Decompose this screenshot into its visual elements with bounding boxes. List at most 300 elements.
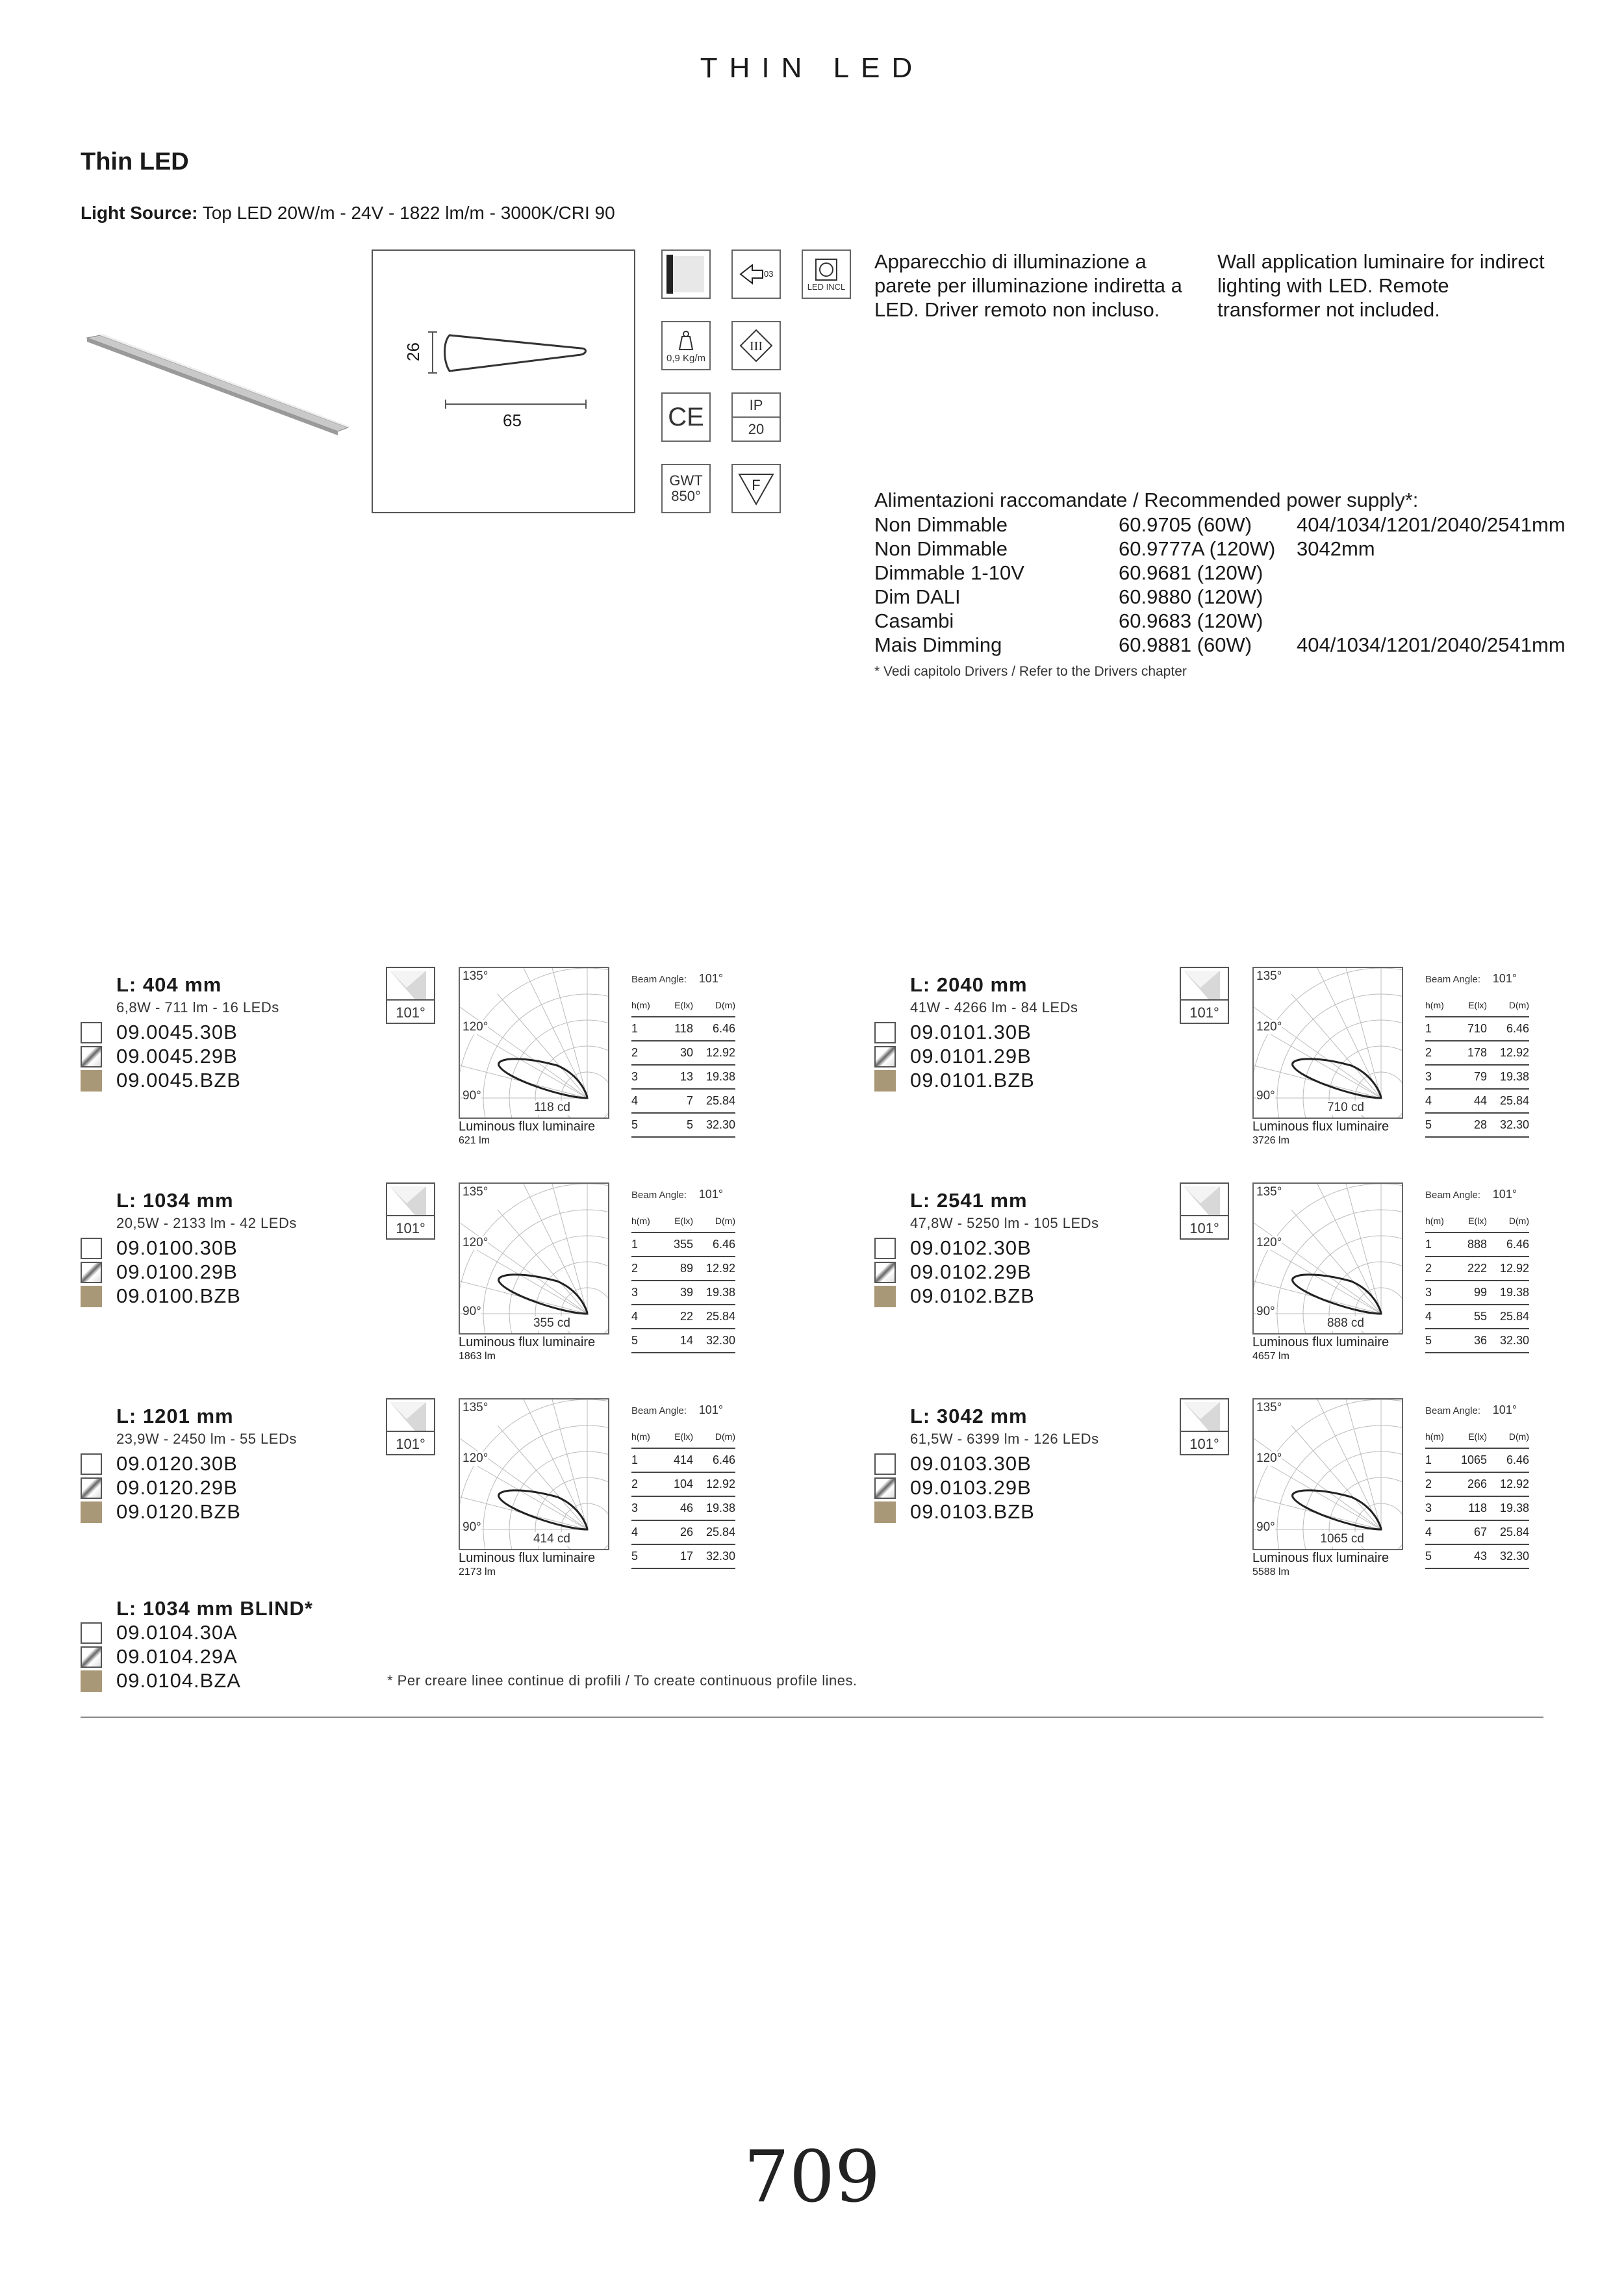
illuminance-table xyxy=(1425,1425,1529,1569)
chrome-swatch xyxy=(874,1477,896,1499)
polar-candela: 1065 cd xyxy=(1320,1532,1364,1546)
power-code: 60.9705 (60W) xyxy=(1119,513,1252,536)
code-text: 09.0103.30B xyxy=(910,1452,1032,1475)
illuminance-cell: 39 xyxy=(657,1281,693,1305)
flux-label: Luminous flux luminaire xyxy=(459,1119,596,1134)
illuminance-row xyxy=(631,1017,735,1041)
illuminance-cell: 55 xyxy=(1451,1305,1487,1329)
illuminance-cell: 67 xyxy=(1451,1520,1487,1544)
bronze-swatch xyxy=(81,1286,102,1307)
illuminance-cell: 43 xyxy=(1451,1544,1487,1568)
illuminance-cell: 4 xyxy=(631,1520,657,1544)
illuminance-cell: 1 xyxy=(631,1017,657,1041)
illuminance-cell: 12.92 xyxy=(693,1041,735,1065)
illuminance-cell: 222 xyxy=(1451,1257,1487,1281)
code-bronze xyxy=(81,1668,340,1693)
illuminance-header-cell: D(m) xyxy=(693,1425,735,1448)
illuminance-cell: 5 xyxy=(631,1329,657,1353)
illuminance-cell: 26 xyxy=(657,1520,693,1544)
polar-label-120: 120° xyxy=(1256,1236,1282,1249)
illuminance-header-cell: D(m) xyxy=(1487,994,1529,1017)
beam-angle-label: Beam Angle: xyxy=(631,1405,687,1416)
polar-grid xyxy=(1254,1184,1402,1333)
weight-icon xyxy=(661,321,711,370)
power-row xyxy=(874,537,1566,561)
code-text: 09.0102.BZB xyxy=(910,1284,1035,1307)
polar-label-90: 90° xyxy=(463,1520,481,1534)
illuminance-row xyxy=(631,1472,735,1496)
illuminance-cell: 1 xyxy=(631,1448,657,1472)
code-text: 09.0102.29B xyxy=(910,1260,1032,1283)
illuminance-cell: 3 xyxy=(631,1496,657,1520)
code-text: 09.0103.BZB xyxy=(910,1500,1035,1523)
polar-label-135: 135° xyxy=(463,1401,488,1414)
white-swatch xyxy=(874,1453,896,1475)
beam-angle-label: Beam Angle: xyxy=(1425,1405,1481,1416)
code-text: 09.0103.29B xyxy=(910,1476,1032,1499)
illuminance-row xyxy=(1425,1329,1529,1353)
illuminance-header xyxy=(631,994,735,1017)
illuminance-cell: 25.84 xyxy=(693,1305,735,1329)
illuminance-cell: 6.46 xyxy=(1487,1017,1529,1041)
energy-label-text: 03 xyxy=(764,269,774,279)
polar-label-90: 90° xyxy=(1256,1520,1275,1534)
illuminance-cell: 5 xyxy=(657,1113,693,1137)
ip-label: IP xyxy=(733,394,780,418)
illuminance-cell: 25.84 xyxy=(693,1520,735,1544)
code-text: 09.0100.BZB xyxy=(116,1284,241,1307)
blind-variant xyxy=(81,1597,340,1693)
illuminance-cell: 1065 xyxy=(1451,1448,1487,1472)
chrome-swatch xyxy=(81,1262,102,1283)
white-swatch xyxy=(81,1622,102,1644)
beam-angle-badge: 101° xyxy=(386,1215,435,1240)
code-bronze xyxy=(874,1068,1069,1092)
illuminance-cell: 3 xyxy=(1425,1496,1451,1520)
code-text: 09.0104.BZA xyxy=(116,1669,241,1692)
variant-block xyxy=(81,969,795,1175)
variant-block xyxy=(874,969,1589,1175)
power-lengths: 3042mm xyxy=(1297,537,1375,560)
bronze-swatch xyxy=(81,1670,102,1692)
illuminance-row xyxy=(631,1544,735,1568)
power-supply-table xyxy=(874,513,1566,657)
beam-angle-badge: 101° xyxy=(386,1431,435,1455)
illuminance-header-cell: D(m) xyxy=(693,1210,735,1233)
profile-width-label: 65 xyxy=(503,411,522,430)
luminous-flux xyxy=(459,1552,595,1579)
illuminance-row xyxy=(1425,1544,1529,1568)
illuminance-header-cell: E(lx) xyxy=(657,1425,693,1448)
illuminance-row xyxy=(631,1520,735,1544)
variant-spec: 20,5W - 2133 lm - 42 LEDs xyxy=(116,1215,297,1231)
code-text: 09.0101.29B xyxy=(910,1045,1032,1067)
bronze-swatch xyxy=(874,1286,896,1307)
light-source xyxy=(81,203,615,224)
polar-diagram xyxy=(459,1182,609,1335)
illuminance-row xyxy=(1425,1017,1529,1041)
illuminance-row xyxy=(1425,1520,1529,1544)
code-bronze xyxy=(81,1068,275,1092)
illuminance-row xyxy=(1425,1257,1529,1281)
beam-angle-value: 101° xyxy=(698,972,724,985)
flux-value: 621 lm xyxy=(459,1135,490,1146)
variant-codes xyxy=(874,1236,1069,1308)
code-white xyxy=(874,1236,1069,1260)
illuminance-cell: 1 xyxy=(1425,1233,1451,1257)
illuminance-cell: 5 xyxy=(1425,1544,1451,1568)
code-bronze xyxy=(81,1500,275,1524)
polar-label-120: 120° xyxy=(463,1020,488,1034)
variant-title: L: 1034 mm xyxy=(116,1189,234,1212)
illuminance-cell: 4 xyxy=(631,1305,657,1329)
variant-spec: 41W - 4266 lm - 84 LEDs xyxy=(910,999,1078,1016)
chrome-swatch xyxy=(874,1262,896,1283)
illuminance-cell: 19.38 xyxy=(1487,1281,1529,1305)
polar-diagram xyxy=(1252,967,1403,1119)
white-swatch xyxy=(81,1238,102,1259)
luminous-flux xyxy=(1252,1552,1389,1579)
flux-label: Luminous flux luminaire xyxy=(1252,1119,1389,1134)
illuminance-row xyxy=(631,1329,735,1353)
illuminance-row xyxy=(1425,1065,1529,1089)
illuminance-cell: 118 xyxy=(1451,1496,1487,1520)
illuminance-cell: 5 xyxy=(1425,1113,1451,1137)
illuminance-header-cell: D(m) xyxy=(693,994,735,1017)
polar-label-135: 135° xyxy=(463,969,488,983)
blind-title: L: 1034 mm BLIND* xyxy=(116,1597,313,1620)
polar-grid xyxy=(1254,1399,1402,1549)
illuminance-cell: 6.46 xyxy=(1487,1233,1529,1257)
illuminance-cell: 1 xyxy=(631,1233,657,1257)
illuminance-cell: 46 xyxy=(657,1496,693,1520)
power-type: Non Dimmable xyxy=(874,513,1008,536)
illuminance-row xyxy=(631,1113,735,1137)
flux-value: 5588 lm xyxy=(1252,1566,1289,1578)
illuminance-row xyxy=(631,1041,735,1065)
beam-angle-value: 101° xyxy=(1492,972,1517,985)
chrome-swatch xyxy=(874,1046,896,1067)
polar-label-120: 120° xyxy=(1256,1451,1282,1465)
illuminance-cell: 2 xyxy=(1425,1041,1451,1065)
beam-angle-label: Beam Angle: xyxy=(631,1190,687,1201)
class-iii-icon xyxy=(731,321,781,370)
illuminance-row xyxy=(1425,1496,1529,1520)
illuminance-cell: 2 xyxy=(631,1257,657,1281)
illuminance-cell: 32.30 xyxy=(693,1113,735,1137)
illuminance-header xyxy=(1425,1210,1529,1233)
flux-label: Luminous flux luminaire xyxy=(459,1335,596,1349)
product-image xyxy=(81,312,353,442)
code-text: 09.0101.BZB xyxy=(910,1069,1035,1092)
illuminance-cell: 14 xyxy=(657,1329,693,1353)
beam-angle-line xyxy=(1425,1188,1517,1201)
power-type: Casambi xyxy=(874,609,954,632)
code-text: 09.0104.29A xyxy=(116,1645,238,1668)
beam-angle-badge: 101° xyxy=(1180,1215,1229,1240)
white-swatch xyxy=(81,1022,102,1043)
illuminance-cell: 6.46 xyxy=(693,1448,735,1472)
variant-title: L: 2040 mm xyxy=(910,973,1028,996)
illuminance-cell: 178 xyxy=(1451,1041,1487,1065)
illuminance-cell: 4 xyxy=(1425,1520,1451,1544)
variant-codes xyxy=(81,1236,275,1308)
illuminance-cell: 44 xyxy=(1451,1089,1487,1113)
variant-spec: 6,8W - 711 lm - 16 LEDs xyxy=(116,999,279,1016)
polar-label-90: 90° xyxy=(1256,1305,1275,1318)
illuminance-table xyxy=(631,994,735,1138)
illuminance-cell: 118 xyxy=(657,1017,693,1041)
code-bronze xyxy=(874,1500,1069,1524)
polar-candela: 355 cd xyxy=(533,1316,570,1330)
polar-label-120: 120° xyxy=(463,1236,488,1249)
illuminance-cell: 99 xyxy=(1451,1281,1487,1305)
profile-height-label: 26 xyxy=(403,342,423,361)
power-code: 60.9683 (120W) xyxy=(1119,609,1263,632)
polar-diagram xyxy=(459,967,609,1119)
illuminance-cell: 6.46 xyxy=(693,1233,735,1257)
illuminance-cell: 2 xyxy=(631,1472,657,1496)
illuminance-cell: 5 xyxy=(631,1113,657,1137)
power-type: Dim DALI xyxy=(874,585,961,608)
illuminance-cell: 12.92 xyxy=(1487,1257,1529,1281)
beam-angle-label: Beam Angle: xyxy=(631,974,687,985)
variant-codes xyxy=(874,1451,1069,1524)
illuminance-row xyxy=(1425,1448,1529,1472)
illuminance-header xyxy=(631,1210,735,1233)
beam-angle-line xyxy=(1425,972,1517,986)
illuminance-cell: 25.84 xyxy=(1487,1520,1529,1544)
illuminance-row xyxy=(1425,1472,1529,1496)
illuminance-cell: 355 xyxy=(657,1233,693,1257)
code-chrome xyxy=(81,1644,340,1668)
illuminance-cell: 3 xyxy=(1425,1281,1451,1305)
flux-value: 4657 lm xyxy=(1252,1351,1289,1362)
illuminance-cell: 25.84 xyxy=(693,1089,735,1113)
beam-angle-value: 101° xyxy=(1492,1188,1517,1201)
code-white xyxy=(81,1020,275,1044)
illuminance-table xyxy=(1425,1210,1529,1353)
polar-label-120: 120° xyxy=(1256,1020,1282,1034)
f-mark-text: F xyxy=(752,477,761,493)
illuminance-header-cell: E(lx) xyxy=(657,994,693,1017)
illuminance-row xyxy=(1425,1113,1529,1137)
code-white xyxy=(874,1020,1069,1044)
illuminance-row xyxy=(1425,1233,1529,1257)
beam-angle-badge: 101° xyxy=(1180,999,1229,1024)
flux-label: Luminous flux luminaire xyxy=(1252,1551,1389,1565)
polar-candela: 710 cd xyxy=(1326,1101,1364,1114)
illuminance-header-cell: D(m) xyxy=(1487,1425,1529,1448)
luminous-flux xyxy=(1252,1120,1389,1147)
illuminance-header-cell: E(lx) xyxy=(1451,1425,1487,1448)
power-lengths xyxy=(1297,585,1566,609)
illuminance-cell: 32.30 xyxy=(1487,1329,1529,1353)
led-included-icon xyxy=(802,249,851,299)
light-source-value: Top LED 20W/m - 24V - 1822 lm/m - 3000K/CRI 90 xyxy=(197,203,615,223)
code-white xyxy=(874,1451,1069,1476)
flux-value: 2173 lm xyxy=(459,1566,496,1578)
flux-value: 3726 lm xyxy=(1252,1135,1289,1146)
beam-angle-badge: 101° xyxy=(386,999,435,1024)
beam-angle-value: 101° xyxy=(1492,1403,1517,1416)
code-chrome xyxy=(81,1044,275,1068)
polar-label-90: 90° xyxy=(1256,1089,1275,1103)
beam-angle-line xyxy=(631,1403,723,1417)
illuminance-cell: 7 xyxy=(657,1089,693,1113)
illuminance-cell: 6.46 xyxy=(693,1017,735,1041)
illuminance-table xyxy=(631,1210,735,1353)
code-chrome xyxy=(81,1260,275,1284)
illuminance-cell: 19.38 xyxy=(693,1496,735,1520)
illuminance-row xyxy=(1425,1305,1529,1329)
chrome-swatch xyxy=(81,1477,102,1499)
illuminance-header-cell: h(m) xyxy=(631,1425,657,1448)
section-title: Thin LED xyxy=(81,148,189,175)
variant-codes xyxy=(874,1020,1069,1092)
description-english: Wall application luminaire for indirect lighting with LED. Remote transformer not included. xyxy=(1217,250,1545,321)
illuminance-cell: 3 xyxy=(631,1065,657,1089)
illuminance-row xyxy=(1425,1281,1529,1305)
illuminance-cell: 3 xyxy=(1425,1065,1451,1089)
polar-label-135: 135° xyxy=(1256,1401,1282,1414)
illuminance-header-cell: E(lx) xyxy=(1451,1210,1487,1233)
luminous-flux xyxy=(459,1336,595,1363)
code-text: 09.0120.BZB xyxy=(116,1500,241,1523)
variant-title: L: 404 mm xyxy=(116,973,222,996)
illuminance-cell: 710 xyxy=(1451,1017,1487,1041)
code-text: 09.0045.BZB xyxy=(116,1069,241,1092)
illuminance-cell: 13 xyxy=(657,1065,693,1089)
illuminance-header-cell: h(m) xyxy=(631,1210,657,1233)
illuminance-cell: 1 xyxy=(1425,1448,1451,1472)
power-row xyxy=(874,585,1566,609)
illuminance-row xyxy=(631,1233,735,1257)
page-number: 709 xyxy=(744,2135,880,2218)
ce-mark-icon: CE xyxy=(661,392,711,442)
ip-rating-icon xyxy=(731,392,781,442)
code-chrome xyxy=(874,1044,1069,1068)
illuminance-header-cell: E(lx) xyxy=(657,1210,693,1233)
weight-label: 0,9 Kg/m xyxy=(666,352,706,364)
illuminance-cell: 19.38 xyxy=(693,1281,735,1305)
illuminance-header xyxy=(1425,1425,1529,1448)
illuminance-cell: 2 xyxy=(631,1041,657,1065)
illuminance-row xyxy=(631,1305,735,1329)
beam-angle-label: Beam Angle: xyxy=(1425,1190,1481,1201)
code-text: 09.0102.30B xyxy=(910,1236,1032,1259)
code-bronze xyxy=(874,1284,1069,1308)
variant-block xyxy=(874,1401,1589,1606)
power-type: Mais Dimming xyxy=(874,633,1002,656)
illuminance-cell: 19.38 xyxy=(693,1065,735,1089)
polar-grid xyxy=(460,968,608,1118)
illuminance-cell: 1 xyxy=(1425,1017,1451,1041)
illuminance-cell: 32.30 xyxy=(1487,1544,1529,1568)
power-lengths: 404/1034/1201/2040/2541mm xyxy=(1297,633,1566,656)
illuminance-cell: 5 xyxy=(631,1544,657,1568)
illuminance-cell: 32.30 xyxy=(1487,1113,1529,1137)
bronze-swatch xyxy=(874,1070,896,1092)
illuminance-cell: 19.38 xyxy=(1487,1065,1529,1089)
code-text: 09.0104.30A xyxy=(116,1621,238,1644)
energy-label-icon xyxy=(731,249,781,299)
illuminance-cell: 2 xyxy=(1425,1472,1451,1496)
illuminance-table xyxy=(631,1425,735,1569)
polar-diagram xyxy=(1252,1182,1403,1335)
illuminance-cell: 89 xyxy=(657,1257,693,1281)
illuminance-cell: 32.30 xyxy=(693,1329,735,1353)
power-row xyxy=(874,561,1566,585)
code-white xyxy=(81,1236,275,1260)
gwt-value: 850° xyxy=(671,488,701,504)
white-swatch xyxy=(874,1022,896,1043)
flux-value: 1863 lm xyxy=(459,1351,496,1362)
illuminance-header-cell: h(m) xyxy=(1425,1210,1451,1233)
illuminance-row xyxy=(631,1257,735,1281)
illuminance-cell: 12.92 xyxy=(693,1257,735,1281)
code-white xyxy=(81,1451,275,1476)
illuminance-cell: 25.84 xyxy=(1487,1089,1529,1113)
illuminance-cell: 12.92 xyxy=(693,1472,735,1496)
gwt-icon xyxy=(661,464,711,513)
f-mark-icon xyxy=(731,464,781,513)
polar-diagram xyxy=(1252,1398,1403,1550)
polar-diagram xyxy=(459,1398,609,1550)
description-italian: Apparecchio di illuminazione a parete per illuminazione indiretta a LED. Driver remoto non incluso. xyxy=(874,250,1182,321)
gwt-label: GWT xyxy=(669,472,703,489)
variant-codes xyxy=(81,1020,275,1092)
beam-angle-label: Beam Angle: xyxy=(1425,974,1481,985)
beam-angle-line xyxy=(631,1188,723,1201)
variant-codes xyxy=(81,1451,275,1524)
illuminance-row xyxy=(1425,1089,1529,1113)
power-code: 60.9777A (120W) xyxy=(1119,537,1276,560)
illuminance-cell: 2 xyxy=(1425,1257,1451,1281)
code-text: 09.0045.30B xyxy=(116,1021,238,1043)
power-code: 60.9880 (120W) xyxy=(1119,585,1263,608)
code-bronze xyxy=(81,1284,275,1308)
illuminance-cell: 32.30 xyxy=(693,1544,735,1568)
illuminance-cell: 12.92 xyxy=(1487,1041,1529,1065)
code-text: 09.0120.30B xyxy=(116,1452,238,1475)
page-header-title: THIN LED xyxy=(700,52,924,84)
chrome-swatch xyxy=(81,1046,102,1067)
variant-title: L: 2541 mm xyxy=(910,1189,1028,1212)
footnote: * Per creare linee continue di profili / To create continuous profile lines. xyxy=(387,1672,857,1689)
polar-candela: 118 cd xyxy=(534,1101,570,1114)
illuminance-header-cell: D(m) xyxy=(1487,1210,1529,1233)
code-chrome xyxy=(874,1260,1069,1284)
beam-angle-badge: 101° xyxy=(1180,1431,1229,1455)
illuminance-row xyxy=(631,1448,735,1472)
polar-label-90: 90° xyxy=(463,1089,481,1103)
code-text: 09.0120.29B xyxy=(116,1476,238,1499)
power-type: Dimmable 1-10V xyxy=(874,561,1024,584)
power-type: Non Dimmable xyxy=(874,537,1008,560)
variant-block xyxy=(874,1185,1589,1390)
illuminance-cell: 30 xyxy=(657,1041,693,1065)
polar-label-135: 135° xyxy=(1256,1185,1282,1199)
illuminance-cell: 79 xyxy=(1451,1065,1487,1089)
illuminance-row xyxy=(1425,1041,1529,1065)
code-white xyxy=(81,1620,340,1644)
profile-drawing xyxy=(372,249,635,513)
illuminance-cell: 28 xyxy=(1451,1113,1487,1137)
beam-angle-line xyxy=(1425,1403,1517,1417)
power-code: 60.9881 (60W) xyxy=(1119,633,1252,656)
illuminance-cell: 4 xyxy=(1425,1305,1451,1329)
